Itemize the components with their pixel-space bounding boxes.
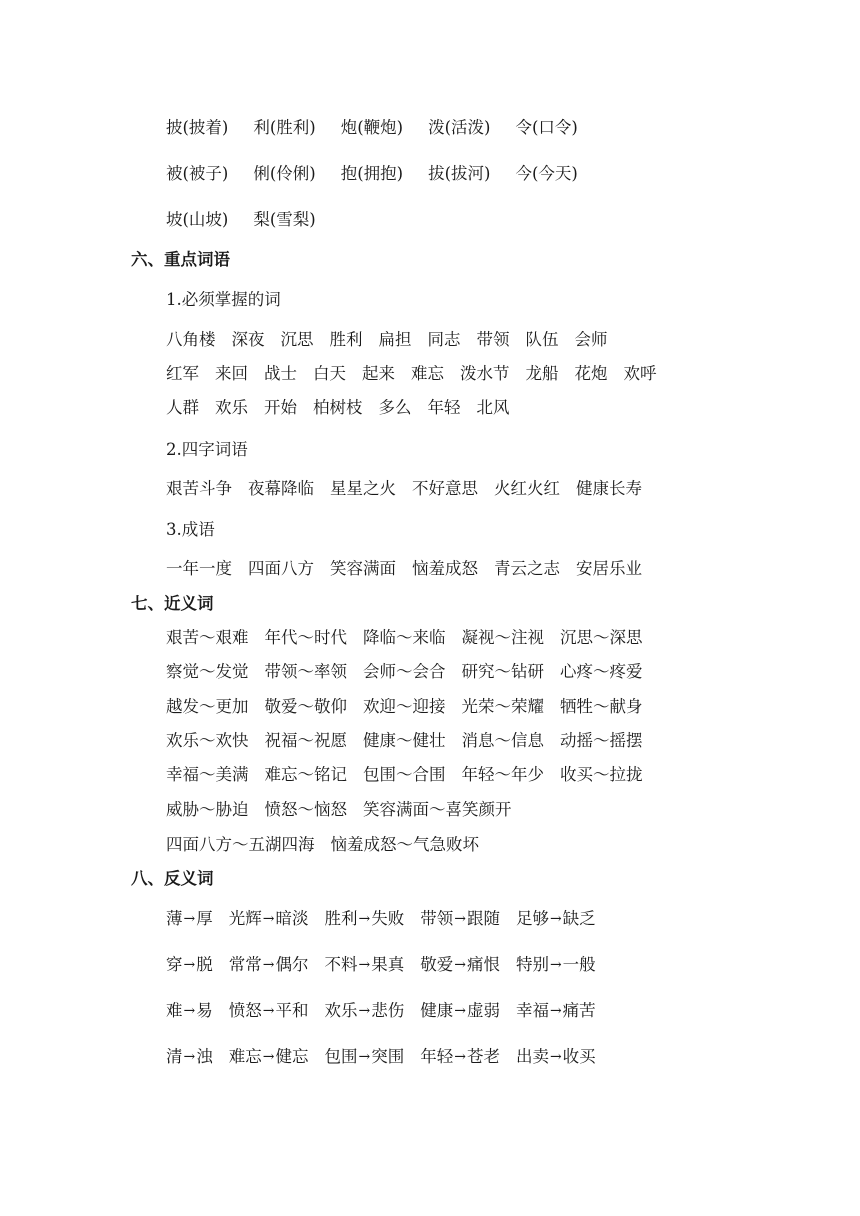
arrow-right-icon: → — [262, 911, 275, 927]
antonym-word: 清 — [166, 1047, 183, 1066]
word: 深夜 — [231, 330, 265, 349]
char-pair: 炮(鞭炮) — [340, 118, 404, 137]
word: 不好意思 — [412, 479, 478, 498]
antonym-word: 偶尔 — [275, 955, 309, 974]
word: 同志 — [427, 330, 461, 349]
synonym-pair: 降临～来临 — [363, 628, 446, 647]
arrow-right-icon: → — [549, 1003, 562, 1019]
word: 开始 — [264, 398, 297, 417]
synonym-pair: 恼羞成怒～气急败坏 — [330, 835, 479, 854]
synonym-row — [166, 765, 659, 785]
antonym-pair — [420, 909, 500, 930]
antonym-word: 失败 — [371, 909, 405, 928]
synonym-pair: 年轻～年少 — [461, 765, 544, 784]
char-pair: 泼(活泼) — [428, 118, 491, 137]
arrow-right-icon: → — [262, 1003, 275, 1019]
word: 起来 — [362, 364, 395, 383]
word: 花炮 — [574, 364, 608, 383]
word: 欢呼 — [623, 364, 657, 383]
antonym-pair — [229, 1001, 309, 1022]
word: 年轻 — [427, 398, 461, 417]
word: 来回 — [215, 364, 248, 383]
synonym-pair: 四面八方～五湖四海 — [166, 835, 315, 854]
antonym-pair — [420, 1047, 500, 1068]
char-row-2 — [166, 164, 603, 184]
word: 恼羞成怒 — [412, 559, 478, 578]
antonym-word: 厚 — [196, 909, 213, 928]
word: 泼水节 — [460, 364, 510, 383]
antonym-word: 胜利 — [324, 909, 358, 928]
section-heading-antonyms: 八、反义词 — [131, 869, 214, 888]
antonym-pair — [516, 909, 596, 930]
antonym-word: 难忘 — [228, 1047, 262, 1066]
arrow-right-icon: → — [358, 911, 371, 927]
word: 会师 — [574, 330, 608, 349]
synonym-pair: 心疼～疼爱 — [560, 662, 643, 681]
word-row — [166, 559, 658, 579]
arrow-right-icon: → — [183, 1003, 196, 1019]
word: 艰苦斗争 — [166, 479, 232, 498]
word: 夜幕降临 — [248, 479, 314, 498]
word: 多么 — [378, 398, 412, 417]
synonym-row — [166, 662, 659, 682]
synonym-row — [166, 731, 659, 751]
antonym-pair — [324, 1001, 404, 1022]
antonym-word: 薄 — [166, 909, 183, 928]
section-heading-synonyms: 七、近义词 — [131, 594, 214, 613]
arrow-right-icon: → — [183, 911, 196, 927]
word: 青云之志 — [494, 559, 560, 578]
char-row-3 — [166, 210, 341, 230]
antonym-row — [166, 1001, 612, 1022]
word: 龙船 — [525, 364, 559, 383]
antonym-word: 脱 — [196, 955, 213, 974]
word: 柏树枝 — [313, 398, 363, 417]
antonym-pair — [229, 955, 309, 976]
synonym-row — [166, 835, 495, 855]
char-pair: 披(披着) — [166, 118, 229, 137]
synonym-pair: 笑容满面～喜笑颜开 — [363, 800, 512, 819]
word: 带领 — [476, 330, 510, 349]
antonym-word: 带领 — [420, 909, 454, 928]
antonym-word: 出卖 — [515, 1047, 549, 1066]
subheading-must-master: 1.必须掌握的词 — [166, 290, 281, 309]
synonym-pair: 包围～合围 — [363, 765, 446, 784]
arrow-right-icon: → — [454, 957, 466, 973]
word: 白天 — [313, 364, 346, 383]
antonym-word: 包围 — [324, 1047, 358, 1066]
synonym-row — [166, 800, 528, 820]
antonym-word: 愤怒 — [228, 1001, 262, 1020]
synonym-pair: 察觉～发觉 — [166, 662, 249, 681]
word: 队伍 — [525, 330, 559, 349]
antonym-row — [166, 1047, 612, 1068]
word: 一年一度 — [166, 559, 232, 578]
subheading-idioms: 3.成语 — [166, 520, 215, 539]
char-pair: 今(今天) — [515, 164, 578, 183]
word: 战士 — [264, 364, 297, 383]
antonym-word: 暗淡 — [275, 909, 309, 928]
arrow-right-icon: → — [549, 1049, 562, 1065]
word: 胜利 — [329, 330, 363, 349]
antonym-pair — [516, 955, 596, 976]
arrow-right-icon: → — [454, 1003, 466, 1019]
char-row-1 — [166, 118, 603, 138]
word: 笑容满面 — [330, 559, 396, 578]
synonym-pair: 欢乐～欢快 — [166, 731, 249, 750]
antonym-word: 痛恨 — [466, 955, 500, 974]
antonym-word: 痛苦 — [562, 1001, 596, 1020]
antonym-word: 缺乏 — [562, 909, 596, 928]
antonym-row — [166, 955, 612, 976]
word: 红军 — [166, 364, 199, 383]
antonym-word: 欢乐 — [324, 1001, 358, 1020]
antonym-pair — [166, 909, 213, 930]
synonym-pair: 沉思～深思 — [560, 628, 643, 647]
arrow-right-icon: → — [262, 957, 275, 973]
antonym-word: 常常 — [228, 955, 262, 974]
word: 人群 — [166, 398, 199, 417]
arrow-right-icon: → — [358, 1003, 371, 1019]
antonym-word: 易 — [196, 1001, 213, 1020]
arrow-right-icon: → — [454, 911, 466, 927]
char-pair: 抱(拥抱) — [340, 164, 404, 183]
antonym-word: 一般 — [562, 955, 596, 974]
synonym-pair: 敬爱～敬仰 — [264, 697, 347, 716]
synonym-pair: 收买～拉拢 — [560, 765, 643, 784]
antonym-word: 果真 — [371, 955, 405, 974]
word: 欢乐 — [215, 398, 248, 417]
synonym-pair: 光荣～荣耀 — [461, 697, 544, 716]
subheading-four-char-words: 2.四字词语 — [166, 440, 248, 459]
synonym-pair: 研究～钻研 — [461, 662, 544, 681]
synonym-pair: 动摇～摇摆 — [560, 731, 643, 750]
antonym-word: 悲伤 — [371, 1001, 405, 1020]
synonym-pair: 艰苦～艰难 — [166, 628, 249, 647]
antonym-word: 收买 — [562, 1047, 596, 1066]
char-pair: 被(被子) — [166, 164, 229, 183]
word: 难忘 — [411, 364, 444, 383]
word: 八角楼 — [166, 330, 216, 349]
synonym-row — [166, 697, 659, 717]
arrow-right-icon: → — [549, 911, 562, 927]
synonym-pair: 祝福～祝愿 — [264, 731, 347, 750]
arrow-right-icon: → — [183, 1049, 196, 1065]
word-row — [166, 398, 526, 418]
antonym-word: 不料 — [324, 955, 358, 974]
antonym-pair — [420, 1001, 500, 1022]
antonym-row — [166, 909, 612, 930]
antonym-word: 突围 — [371, 1047, 405, 1066]
synonym-pair: 幸福～美满 — [166, 765, 249, 784]
antonym-word: 难 — [166, 1001, 183, 1020]
arrow-right-icon: → — [358, 1049, 371, 1065]
antonym-pair — [420, 955, 500, 976]
antonym-word: 幸福 — [515, 1001, 549, 1020]
char-pair: 梨(雪梨) — [253, 210, 316, 229]
antonym-pair — [166, 1001, 213, 1022]
word: 沉思 — [280, 330, 314, 349]
word: 健康长寿 — [576, 479, 642, 498]
antonym-pair — [324, 909, 404, 930]
char-pair: 利(胜利) — [253, 118, 316, 137]
arrow-right-icon: → — [358, 957, 371, 973]
synonym-pair: 消息～信息 — [461, 731, 544, 750]
synonym-pair: 年代～时代 — [264, 628, 347, 647]
arrow-right-icon: → — [183, 957, 196, 973]
antonym-pair — [516, 1001, 596, 1022]
char-pair: 令(口令) — [515, 118, 578, 137]
antonym-pair — [516, 1047, 596, 1068]
section-heading-key-words: 六、重点词语 — [131, 250, 230, 269]
antonym-pair — [324, 955, 404, 976]
antonym-word: 跟随 — [466, 909, 500, 928]
arrow-right-icon: → — [454, 1049, 466, 1065]
antonym-pair — [229, 909, 309, 930]
word: 扁担 — [378, 330, 412, 349]
antonym-word: 浊 — [196, 1047, 213, 1066]
antonym-word: 年轻 — [420, 1047, 454, 1066]
synonym-pair: 威胁～胁迫 — [166, 800, 249, 819]
char-pair: 坡(山坡) — [166, 210, 229, 229]
antonym-word: 敬爱 — [420, 955, 454, 974]
word: 北风 — [476, 398, 510, 417]
antonym-word: 苍老 — [466, 1047, 500, 1066]
antonym-word: 足够 — [515, 909, 549, 928]
char-pair: 俐(伶俐) — [253, 164, 316, 183]
synonym-pair: 凝视～注视 — [461, 628, 544, 647]
antonym-word: 特别 — [515, 955, 549, 974]
antonym-word: 虚弱 — [466, 1001, 500, 1020]
arrow-right-icon: → — [262, 1049, 275, 1065]
synonym-pair: 欢迎～迎接 — [363, 697, 446, 716]
antonym-pair — [229, 1047, 309, 1068]
word: 火红火红 — [494, 479, 560, 498]
word-row — [166, 330, 624, 350]
synonym-pair: 健康～健壮 — [363, 731, 446, 750]
word: 星星之火 — [330, 479, 396, 498]
word: 四面八方 — [248, 559, 314, 578]
synonym-pair: 牺牲～献身 — [560, 697, 643, 716]
antonym-word: 平和 — [275, 1001, 309, 1020]
char-pair: 拔(拔河) — [428, 164, 491, 183]
word: 安居乐业 — [576, 559, 642, 578]
synonym-pair: 难忘～铭记 — [264, 765, 347, 784]
synonym-pair: 越发～更加 — [166, 697, 249, 716]
arrow-right-icon: → — [549, 957, 562, 973]
antonym-word: 健康 — [420, 1001, 454, 1020]
word-row — [166, 479, 658, 499]
synonym-pair: 愤怒～恼怒 — [264, 800, 347, 819]
antonym-pair — [324, 1047, 404, 1068]
antonym-word: 穿 — [166, 955, 183, 974]
antonym-pair — [166, 1047, 213, 1068]
synonym-pair: 带领～率领 — [264, 662, 347, 681]
synonym-pair: 会师～会合 — [363, 662, 446, 681]
antonym-word: 光辉 — [228, 909, 262, 928]
word-row — [166, 364, 673, 384]
antonym-word: 健忘 — [275, 1047, 309, 1066]
synonym-row — [166, 628, 659, 648]
antonym-pair — [166, 955, 213, 976]
